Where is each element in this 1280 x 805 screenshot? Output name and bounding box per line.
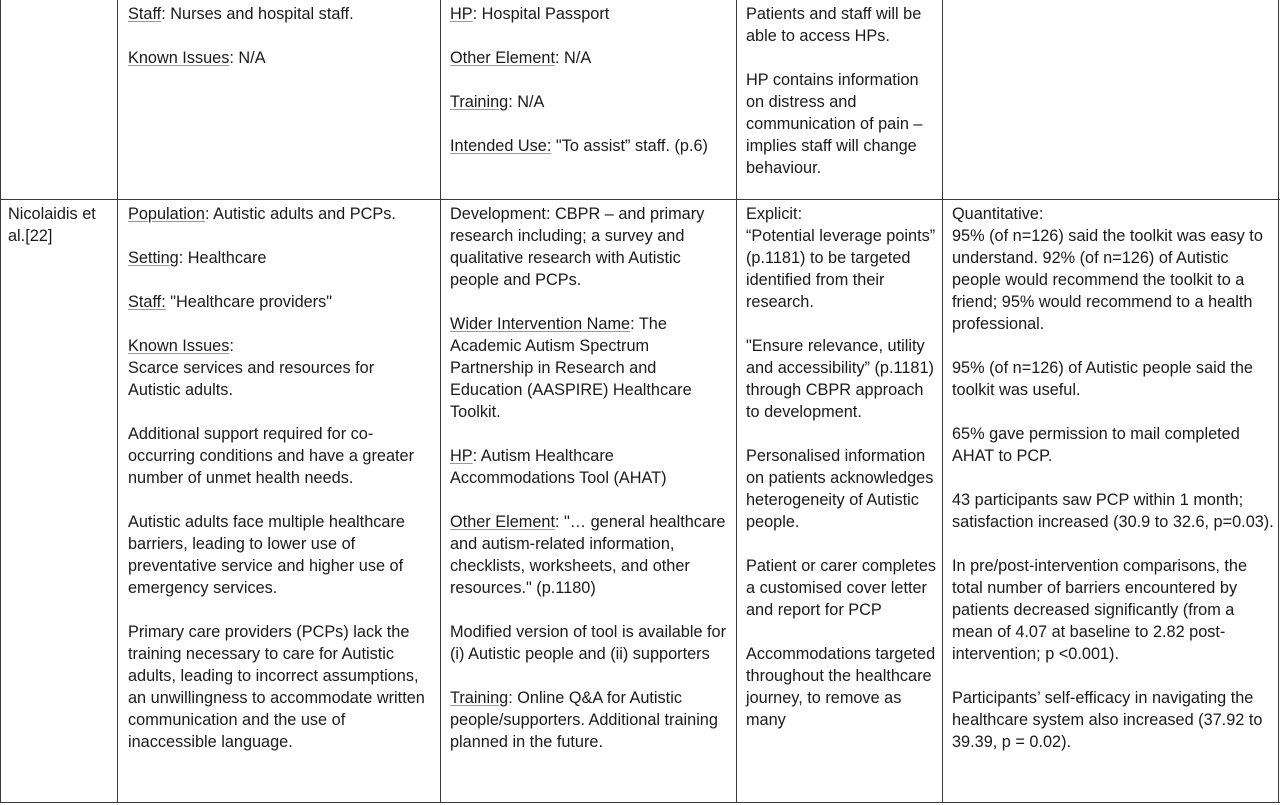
intended-use-entry: Intended Use: "To assist” staff. (p.6): [450, 137, 708, 155]
known-issue-paragraph: Additional support required for co-occurring conditions and have a greater number of unmet health needs.: [128, 425, 415, 487]
column-divider: [440, 0, 441, 803]
outcome-paragraph: Participants’ self-efficacy in navigating the healthcare system also increased (37.92 to 39.39, p = 0.02).: [952, 689, 1263, 751]
column-divider: [736, 0, 737, 803]
other-element-entry: Other Element: N/A: [450, 49, 592, 67]
row1-mechanisms-cell: [746, 3, 938, 179]
outcome-paragraph: Quantitative: 95% (of n=126) said the toolkit was easy to understand. 92% (of n=126) of Autistic people would recommend the toolkit to a friend; 95% would recommend to a health professional.: [952, 205, 1263, 333]
other-element-entry: Other Element: "… general healthcare and autism-related information, checklists, worksheets, and other resources." (p.1180): [450, 513, 726, 597]
known-issues-entry: Known Issues: Scarce services and resources for Autistic adults.: [128, 337, 375, 399]
mechanism-paragraph: Patient or carer completes a customised cover letter and report for PCP: [746, 557, 937, 619]
column-divider: [942, 0, 943, 803]
hp-entry: HP: Hospital Passport: [450, 5, 610, 23]
staff-entry: Staff: Nurses and hospital staff.: [128, 5, 354, 23]
mechanism-paragraph: Accommodations targeted throughout the healthcare journey, to remove as many: [746, 645, 936, 729]
mechanism-paragraph: Explicit: “Potential leverage points” (p.1181) to be targeted identified from their research.: [746, 205, 936, 311]
row2-intervention-cell: [450, 203, 730, 753]
study-citation: Nicolaidis et al.[22]: [8, 205, 96, 245]
row2-mechanisms-cell: [746, 203, 938, 731]
mechanisms-header: Explicit:: [746, 205, 803, 223]
row1-participants-cell: [128, 3, 430, 69]
row2-outcomes-cell: [952, 203, 1274, 753]
wider-intervention-entry: Wider Intervention Name: The Academic Autism Spectrum Partnership in Research and Education (AASPIRE) Healthcare Toolkit.: [450, 315, 692, 421]
outcome-paragraph: 65% gave permission to mail completed AHAT to PCP.: [952, 425, 1240, 465]
mechanism-paragraph: HP contains information on distress and communication of pain – implies staff will change behaviour.: [746, 71, 923, 177]
training-entry: Training: N/A: [450, 93, 545, 111]
mechanism-paragraph: "Ensure relevance, utility and accessibility” (p.1181) through CBPR approach to development.: [746, 337, 934, 421]
row2-participants-cell: [128, 203, 430, 753]
mechanism-paragraph: Patients and staff will be able to access HPs.: [746, 5, 922, 45]
mechanism-paragraph: Personalised information on patients acknowledges heterogeneity of Autistic people.: [746, 447, 934, 531]
known-issue-paragraph: Primary care providers (PCPs) lack the training necessary to care for Autistic adults, leading to incorrect assumptions, an unwillingness to accommodate written communication and the use of inaccessible language.: [128, 623, 425, 751]
row-divider: [0, 199, 1280, 200]
setting-entry: Setting: Healthcare: [128, 249, 267, 267]
column-divider: [117, 0, 118, 803]
training-entry: Training: Online Q&A for Autistic people/supporters. Additional training planned in the future.: [450, 689, 718, 751]
outcomes-header: Quantitative:: [952, 205, 1044, 223]
outcome-paragraph: In pre/post-intervention comparisons, the total number of barriers encountered by patients decreased significantly (from a mean of 4.07 at baseline to 2.82 post-intervention; p <0.001).: [952, 557, 1248, 663]
development-entry: Development: CBPR – and primary research including; a survey and qualitative research with Autistic people and PCPs.: [450, 205, 705, 289]
outcome-paragraph: 43 participants saw PCP within 1 month; satisfaction increased (30.9 to 32.6, p=0.03).: [952, 491, 1274, 531]
table-border-bottom: [0, 802, 1280, 803]
staff-entry: Staff: "Healthcare providers": [128, 293, 333, 311]
hp-entry: HP: Autism Healthcare Accommodations Tool (AHAT): [450, 447, 667, 487]
table-border-right: [1278, 0, 1279, 803]
modified-version-entry: Modified version of tool is available for (i) Autistic people and (ii) supporters: [450, 623, 727, 663]
row1-intervention-cell: [450, 3, 730, 157]
known-issue-paragraph: Autistic adults face multiple healthcare barriers, leading to lower use of preventative service and higher use of emergency services.: [128, 513, 405, 597]
population-entry: Population: Autistic adults and PCPs.: [128, 205, 396, 223]
table-border-left: [0, 0, 1, 803]
outcome-paragraph: 95% (of n=126) of Autistic people said the toolkit was useful.: [952, 359, 1253, 399]
known-issues-entry: Known Issues: N/A: [128, 49, 266, 67]
